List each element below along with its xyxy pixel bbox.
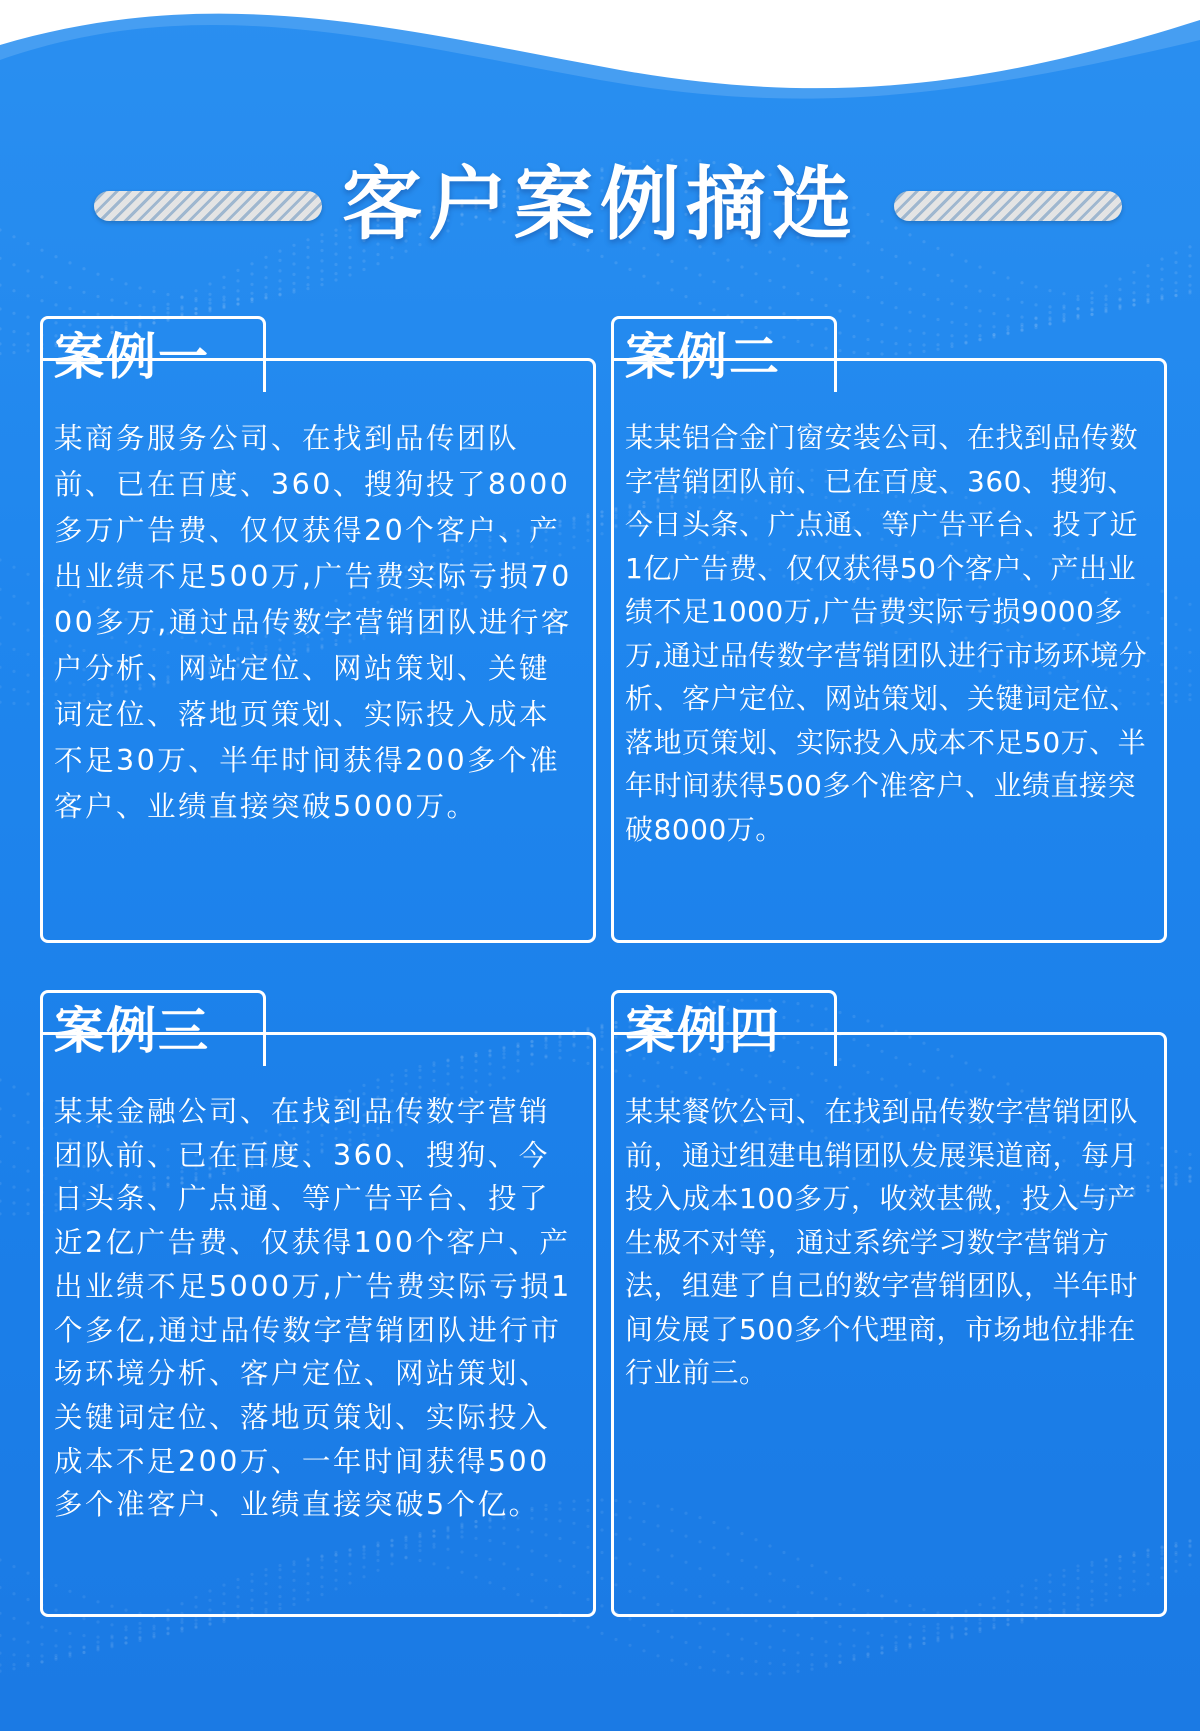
case-text: 某某金融公司、在找到品传数字营销团队前、已在百度、360、搜狗、今日头条、广点通、等广告平台、投了近2亿广告费、仅获得100个客户、产出业绩不足5000万,广告费实际亏损1个多亿,通过品传数字营销团队进行市场环境分析、客户定位、网站策划、关键词定位、落地页策划、实际投入成本不足200万、一年时间获得500多个准客户、业绩直接突破5个亿。 — [54, 1095, 572, 1522]
case-card-3 — [40, 990, 596, 1617]
case-text: 某某餐饮公司、在找到品传数字营销团队前，通过组建电销团队发展渠道商，每月投入成本100多万，收效甚微，投入与产生极不对等，通过系统学习数字营销方法，组建了自己的数字营销团队，半年时间发展了500多个代理商，市场地位排在行业前三。 — [625, 1095, 1139, 1389]
case-card-1 — [40, 316, 596, 943]
title-decoration-right — [894, 191, 1122, 221]
case-heading: 案例二 — [625, 328, 781, 386]
title-row — [0, 150, 1200, 260]
title-decoration-left — [94, 191, 322, 221]
case-heading: 案例一 — [54, 328, 210, 386]
case-text: 某某铝合金门窗安装公司、在找到品传数字营销团队前、已在百度、360、搜狗、今日头条、广点通、等广告平台、投了近1亿广告费、仅仅获得50个客户、产出业绩不足1000万,广告费实际亏损9000多万,通过品传数字营销团队进行市场环境分析、客户定位、网站策划、关键词定位、落地页策划、实际投入成本不足50万、半年时间获得500多个准客户、业绩直接突破8000万。 — [625, 421, 1148, 846]
case-heading: 案例三 — [54, 1002, 210, 1060]
case-card-4 — [611, 990, 1167, 1617]
case-card-2 — [611, 316, 1167, 943]
case-text: 某商务服务公司、在找到品传团队前、已在百度、360、搜狗投了8000多万广告费、仅仅获得20个客户、产出业绩不足500万,广告费实际亏损7000多万,通过品传数字营销团队进行客户分析、网站定位、网站策划、关键词定位、落地页策划、实际投入成本不足30万、半年时间获得200多个准客户、业绩直接突破5000万。 — [54, 422, 572, 823]
page-title: 客户案例摘选 — [342, 158, 858, 251]
case-heading: 案例四 — [625, 1002, 781, 1060]
